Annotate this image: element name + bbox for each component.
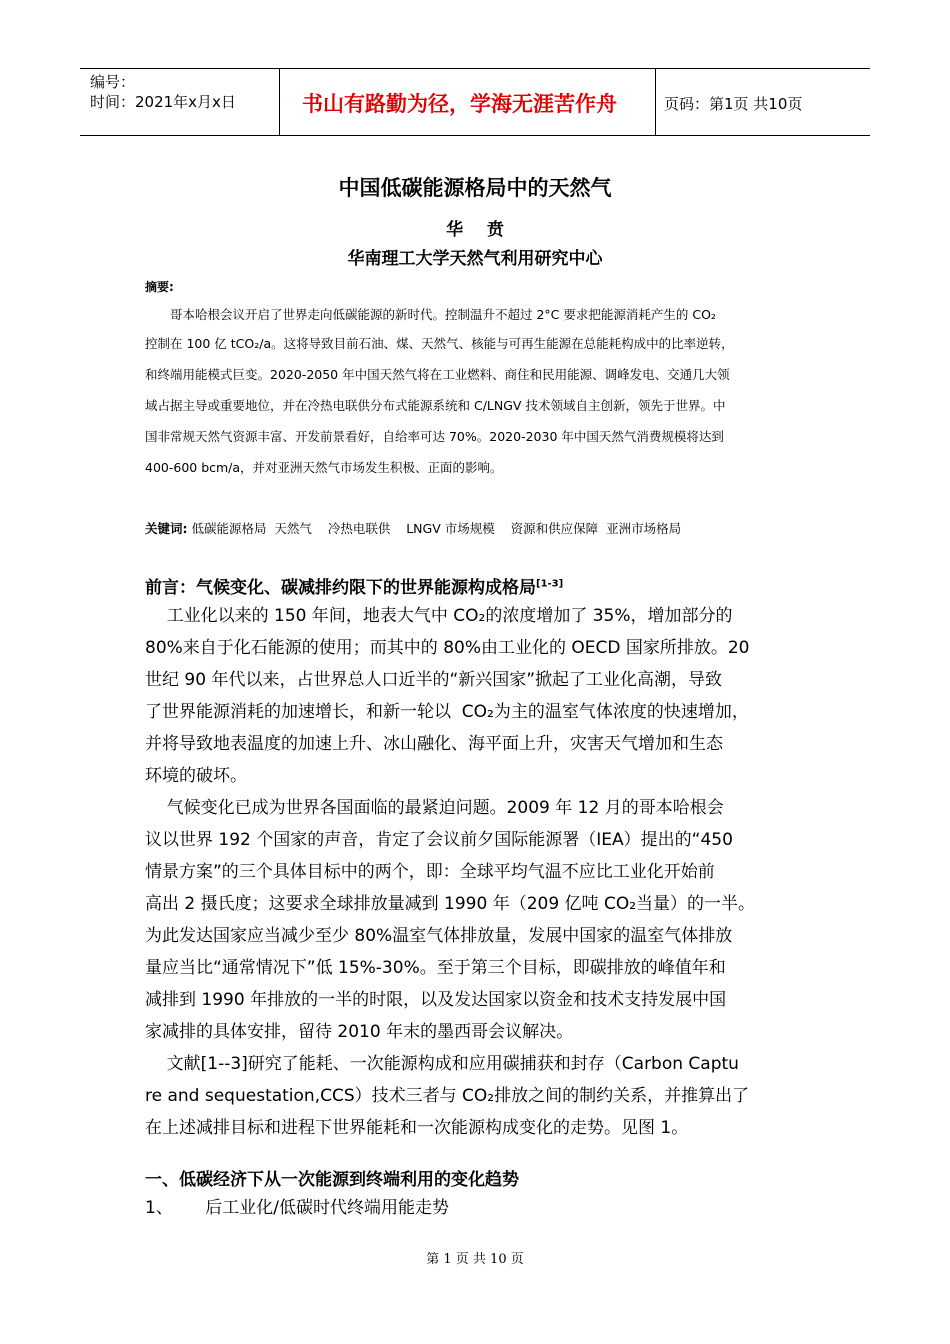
- body-line: 情景方案”的三个具体目标中的两个，即：全球平均气温不应比工业化开始前: [145, 862, 715, 882]
- document-title: 中国低碳能源格局中的天然气: [338, 176, 612, 200]
- keywords-text: 低碳能源格局 天然气 冷热电联供 LNGV 市场规模 资源和供应保障 亚洲市场格局: [187, 521, 682, 536]
- subsection-heading: 1、 后工业化/低碳时代终端用能走势: [145, 1198, 449, 1218]
- body-line: 并将导致地表温度的加速上升、冰山融化、海平面上升，灾害天气增加和生态: [145, 734, 723, 754]
- page-footer: 第 1 页 共 10 页: [426, 1252, 524, 1267]
- document-author: 华 贲: [446, 220, 504, 240]
- header-motto: 书山有路勤为径，学海无涯苦作舟: [302, 92, 617, 116]
- page-info: 页码：第1页 共10页: [664, 95, 803, 113]
- body-line: 世纪 90 年代以来，占世界总人口近半的“新兴国家”掀起了工业化高潮，导致: [145, 670, 723, 690]
- keywords-label: 关键词:: [145, 521, 188, 536]
- body-line: re and sequestation,CCS）技术三者与 CO₂排放之间的制约关系，并推算出了: [145, 1086, 750, 1106]
- body-line: 高出 2 摄氏度；这要求全球排放量减到 1990 年（209 亿吨 CO₂当量）的一半。: [145, 894, 756, 914]
- document-date: 时间：2021年x月x日: [90, 93, 236, 111]
- body-line: 量应当比“通常情况下”低 15%-30%。至于第三个目标，即碳排放的峰值年和: [145, 958, 726, 978]
- header-divider-left: [279, 68, 280, 135]
- header-divider-right: [655, 68, 656, 135]
- body-line: 了世界能源消耗的加速增长，和新一轮以 CO₂为主的温室气体浓度的快速增加，: [145, 702, 749, 722]
- body-line: 家减排的具体安排，留待 2010 年末的墨西哥会议解决。: [145, 1022, 574, 1042]
- body-line: 为此发达国家应当减少至少 80%温室气体排放量，发展中国家的温室气体排放: [145, 926, 733, 946]
- body-line: 工业化以来的 150 年间，地表大气中 CO₂的浓度增加了 35%，增加部分的: [145, 606, 733, 626]
- body-line: 议以世界 192 个国家的声音，肯定了会议前夕国际能源署（IEA）提出的“450: [145, 830, 733, 850]
- section-heading-preface: [145, 573, 563, 598]
- body-line: 环境的破坏。: [145, 766, 247, 786]
- section-heading-ref: [1-3]: [536, 578, 564, 590]
- section-heading-text: 前言：气候变化、碳减排约限下的世界能源构成格局: [145, 578, 536, 598]
- body-line: 减排到 1990 年排放的一半的时限，以及发达国家以资金和技术支持发展中国: [145, 990, 727, 1010]
- body-line: 80%来自于化石能源的使用；而其中的 80%由工业化的 OECD 国家所排放。20: [145, 638, 750, 658]
- abstract-label: 摘要:: [145, 280, 174, 294]
- abstract-line: 和终端用能模式巨变。2020-2050 年中国天然气将在工业燃料、商住和民用能源、调峰发电、交通几大领: [145, 367, 730, 382]
- document-number-label: 编号：: [90, 73, 136, 91]
- keywords-line: [145, 519, 681, 537]
- header-top-rule: [80, 68, 870, 69]
- header-bottom-rule: [80, 135, 870, 136]
- body-line: 在上述减排目标和进程下世界能耗和一次能源构成变化的走势。见图 1。: [145, 1118, 689, 1138]
- abstract-line: 域占据主导或重要地位，并在冷热电联供分布式能源系统和 C/LNGV 技术领域自主创新，领先于世界。中: [145, 398, 726, 413]
- body-line: 文献[1--3]研究了能耗、一次能源构成和应用碳捕获和封存（Carbon Captu: [145, 1054, 739, 1074]
- body-line: 气候变化已成为世界各国面临的最紧迫问题。2009 年 12 月的哥本哈根会: [145, 798, 724, 818]
- abstract-line: 400-600 bcm/a，并对亚洲天然气市场发生积极、正面的影响。: [145, 460, 503, 475]
- abstract-line: 国非常规天然气资源丰富、开发前景看好，自给率可达 70%。2020-2030 年中国天然气消费规模将达到: [145, 429, 724, 444]
- section-heading-trends: 一、低碳经济下从一次能源到终端利用的变化趋势: [145, 1170, 519, 1190]
- abstract-line: 哥本哈根会议开启了世界走向低碳能源的新时代。控制温升不超过 2°C 要求把能源消耗产生的 CO₂: [170, 307, 716, 322]
- abstract-line: 控制在 100 亿 tCO₂/a。这将导致目前石油、煤、天然气、核能与可再生能源在总能耗构成中的比率逆转，: [145, 336, 734, 351]
- document-affiliation: 华南理工大学天然气利用研究中心: [347, 249, 603, 269]
